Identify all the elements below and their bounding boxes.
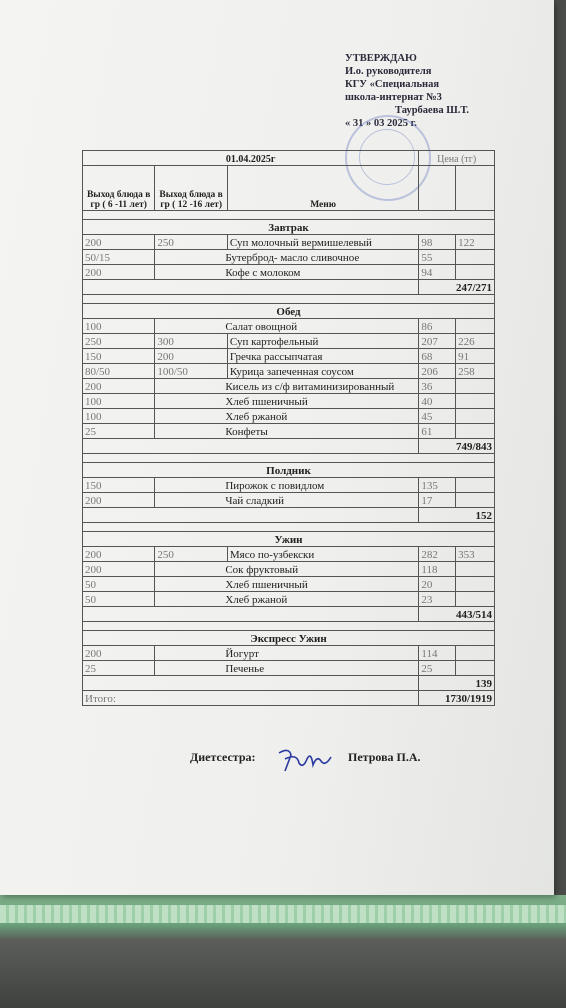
portion-6-11: 200: [83, 646, 155, 661]
price-header: Цена (тг): [419, 151, 495, 166]
price-1: 206: [419, 364, 456, 379]
price-1: 36: [419, 379, 456, 394]
spacer-row: [83, 523, 495, 532]
section-header: [83, 532, 495, 547]
menu-date: 01.04.2025г: [83, 151, 419, 166]
menu-row: [83, 364, 495, 379]
portion-12-16: 250: [155, 235, 228, 250]
portion-6-11: 80/50: [83, 364, 155, 379]
price-1: 98: [419, 235, 456, 250]
menu-row: [83, 562, 495, 577]
price-2: 258: [456, 364, 495, 379]
dish-name: Гречка рассыпчатая: [227, 349, 418, 364]
approval-line: Таурбаева Ш.Т.: [395, 105, 469, 116]
dish-name: Салат овощной: [155, 319, 419, 334]
dietitian-name: Петрова П.А.: [348, 750, 421, 764]
dish-name: Кисель из с/ф витаминизированный: [155, 379, 419, 394]
price-2: [456, 394, 495, 409]
section-total-row: [83, 280, 495, 295]
menu-row: [83, 478, 495, 493]
portion-6-11: 200: [83, 235, 155, 250]
dish-name: Мясо по-узбекски: [227, 547, 418, 562]
menu-row: [83, 349, 495, 364]
dish-name: Хлеб ржаной: [155, 592, 419, 607]
section-total: 152: [419, 508, 495, 523]
dish-name: Суп молочный вермишелевый: [227, 235, 418, 250]
dish-name: Йогурт: [155, 646, 419, 661]
section-title: Завтрак: [83, 220, 495, 235]
dish-name: Хлеб пшеничный: [155, 577, 419, 592]
menu-row: [83, 334, 495, 349]
portion-12-16: 200: [155, 349, 228, 364]
portion-6-11: 250: [83, 334, 155, 349]
approval-line: И.о. руководителя: [345, 66, 432, 77]
spacer-cell: [83, 454, 495, 463]
portion-6-11: 150: [83, 349, 155, 364]
col-header-price-1: [419, 166, 456, 211]
price-2: [456, 250, 495, 265]
col-header-age-6-11: Выход блюда в гр ( 6 -11 лет): [83, 166, 155, 211]
menu-row: [83, 250, 495, 265]
grand-total-row: [83, 691, 495, 706]
price-1: 68: [419, 349, 456, 364]
spacer-row: [83, 622, 495, 631]
price-1: 135: [419, 478, 456, 493]
menu-row: [83, 661, 495, 676]
portion-12-16: 300: [155, 334, 228, 349]
portion-6-11: 200: [83, 562, 155, 577]
section-title: Экспресс Ужин: [83, 631, 495, 646]
menu-row: [83, 493, 495, 508]
dish-name: Конфеты: [155, 424, 419, 439]
dish-name: Кофе с молоком: [155, 265, 419, 280]
menu-row: [83, 646, 495, 661]
dish-name: Пирожок с повидлом: [155, 478, 419, 493]
approval-line: « 31 » 03 2025 г.: [345, 118, 417, 129]
dish-name: Сок фруктовый: [155, 562, 419, 577]
section-total-row: [83, 607, 495, 622]
portion-6-11: 50: [83, 592, 155, 607]
section-title: Обед: [83, 304, 495, 319]
menu-row: [83, 577, 495, 592]
section-title: Ужин: [83, 532, 495, 547]
menu-row: [83, 547, 495, 562]
dietitian-label: Диетсестра:: [190, 750, 256, 764]
dish-name: Хлеб ржаной: [155, 409, 419, 424]
spacer-cell: [83, 622, 495, 631]
approval-block: [345, 52, 469, 130]
dish-name: Суп картофельный: [227, 334, 418, 349]
portion-6-11: 200: [83, 547, 155, 562]
section-title: Полдник: [83, 463, 495, 478]
green-folder-edge: [0, 905, 566, 923]
price-1: 40: [419, 394, 456, 409]
signature-mark: [275, 745, 335, 775]
price-2: [456, 319, 495, 334]
section-total: 139: [419, 676, 495, 691]
portion-6-11: 200: [83, 265, 155, 280]
section-header: [83, 220, 495, 235]
price-2: [456, 379, 495, 394]
table-header-row: [83, 166, 495, 211]
dish-name: Хлеб пшеничный: [155, 394, 419, 409]
dish-name: Бутерброд- масло сливочное: [155, 250, 419, 265]
section-total: 749/843: [419, 439, 495, 454]
portion-12-16: 100/50: [155, 364, 228, 379]
portion-6-11: 100: [83, 394, 155, 409]
price-1: 118: [419, 562, 456, 577]
menu-row: [83, 379, 495, 394]
price-2: [456, 592, 495, 607]
price-2: [456, 424, 495, 439]
price-1: 17: [419, 493, 456, 508]
price-1: 20: [419, 577, 456, 592]
menu-row: [83, 235, 495, 250]
portion-12-16: 250: [155, 547, 228, 562]
section-total: 247/271: [419, 280, 495, 295]
dish-name: Печенье: [155, 661, 419, 676]
section-total-row: [83, 508, 495, 523]
empty-cell: [83, 439, 419, 454]
section-total-row: [83, 439, 495, 454]
price-1: 55: [419, 250, 456, 265]
price-2: [456, 661, 495, 676]
approval-line: КГУ «Специальная: [345, 79, 440, 90]
price-2: 226: [456, 334, 495, 349]
price-2: [456, 577, 495, 592]
price-2: [456, 265, 495, 280]
portion-6-11: 200: [83, 493, 155, 508]
section-total-row: [83, 676, 495, 691]
portion-6-11: 200: [83, 379, 155, 394]
section-header: [83, 631, 495, 646]
section-header: [83, 463, 495, 478]
col-header-age-12-16: Выход блюда в гр ( 12 -16 лет): [155, 166, 228, 211]
price-2: 353: [456, 547, 495, 562]
price-2: [456, 493, 495, 508]
empty-cell: [83, 676, 419, 691]
price-1: 114: [419, 646, 456, 661]
spacer-row: [83, 454, 495, 463]
price-2: 91: [456, 349, 495, 364]
menu-table: [82, 150, 495, 706]
dish-name: Курица запеченная соусом: [227, 364, 418, 379]
section-header: [83, 304, 495, 319]
menu-row: [83, 394, 495, 409]
portion-6-11: 100: [83, 409, 155, 424]
empty-cell: [83, 508, 419, 523]
menu-row: [83, 592, 495, 607]
price-2: [456, 562, 495, 577]
spacer-cell: [83, 523, 495, 532]
empty-cell: [83, 607, 419, 622]
col-header-price-2: [456, 166, 495, 211]
price-1: 94: [419, 265, 456, 280]
spacer-cell: [83, 211, 495, 220]
menu-row: [83, 319, 495, 334]
price-1: 45: [419, 409, 456, 424]
spacer-row: [83, 295, 495, 304]
price-2: [456, 409, 495, 424]
price-2: 122: [456, 235, 495, 250]
price-1: 25: [419, 661, 456, 676]
portion-6-11: 50/15: [83, 250, 155, 265]
spacer-cell: [83, 295, 495, 304]
portion-6-11: 25: [83, 661, 155, 676]
dish-name: Чай сладкий: [155, 493, 419, 508]
approval-line: УТВЕРЖДАЮ: [345, 53, 417, 64]
portion-6-11: 50: [83, 577, 155, 592]
price-1: 61: [419, 424, 456, 439]
price-2: [456, 646, 495, 661]
section-total: 443/514: [419, 607, 495, 622]
portion-6-11: 25: [83, 424, 155, 439]
empty-cell: [83, 280, 419, 295]
spacer-row: [83, 211, 495, 220]
portion-6-11: 100: [83, 319, 155, 334]
price-1: 23: [419, 592, 456, 607]
approval-line: школа-интернат №3: [345, 92, 442, 103]
menu-row: [83, 265, 495, 280]
menu-row: [83, 409, 495, 424]
price-1: 86: [419, 319, 456, 334]
grand-total-value: 1730/1919: [419, 691, 495, 706]
price-2: [456, 478, 495, 493]
table-date-row: [83, 151, 495, 166]
portion-6-11: 150: [83, 478, 155, 493]
grand-total-label: Итого:: [83, 691, 419, 706]
price-1: 282: [419, 547, 456, 562]
col-header-menu: Меню: [227, 166, 418, 211]
menu-row: [83, 424, 495, 439]
price-1: 207: [419, 334, 456, 349]
